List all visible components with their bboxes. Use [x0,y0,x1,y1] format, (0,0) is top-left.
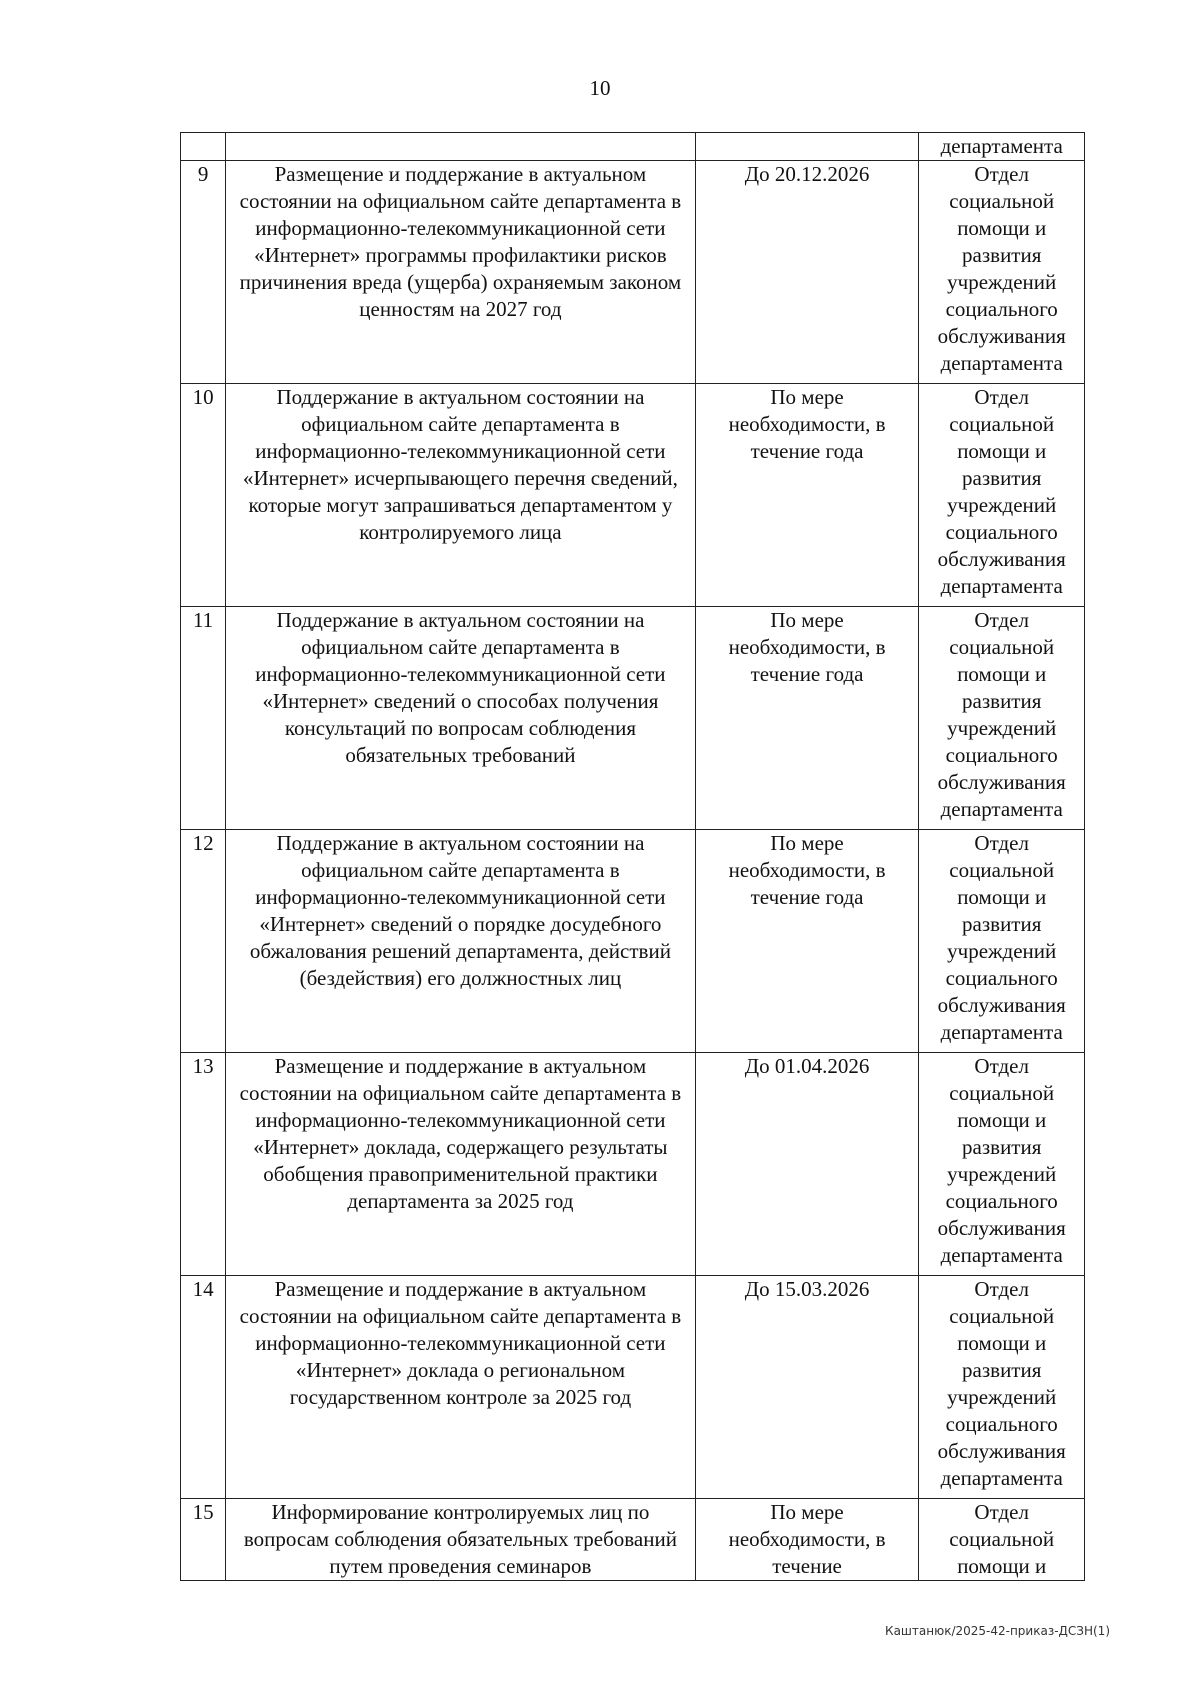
cell-responsible: Отдел социальной помощи и развития учреждений социального обслуживания департамента [919,830,1085,1053]
cell-responsible: Отдел социальной помощи и развития учреждений социального обслуживания департамента [919,1276,1085,1499]
cell-action: Размещение и поддержание в актуальном состоянии на официальном сайте департамента в информационно-телекоммуникационной сети «Интернет» доклада, содержащего результаты обобщения правоприменительной практики департамента за 2025 год [226,1053,696,1276]
cell-number [181,133,226,161]
cell-deadline: По мере необходимости, в течение года [695,384,919,607]
page-number: 10 [589,76,611,100]
cell-number: 13 [181,1053,226,1276]
table-row [181,1053,1085,1276]
table-row [181,161,1085,384]
measures-table [180,132,1085,1581]
cell-action [226,133,696,161]
cell-responsible: Отдел социальной помощи и развития учреждений социального обслуживания департамента [919,161,1085,384]
cell-responsible: Отдел социальной помощи и развития учреждений социального обслуживания департамента [919,1053,1085,1276]
cell-deadline: По мере необходимости, в течение года [695,830,919,1053]
cell-action: Размещение и поддержание в актуальном состоянии на официальном сайте департамента в информационно-телекоммуникационной сети «Интернет» доклада о региональном государственном контроле за 2025 год [226,1276,696,1499]
document-reference: Каштанюк/2025-42-приказ-ДСЗН(1) [885,1624,1110,1638]
cell-responsible: Отдел социальной помощи и [919,1499,1085,1581]
cell-action: Поддержание в актуальном состоянии на официальном сайте департамента в информационно-телекоммуникационной сети «Интернет» сведений о порядке досудебного обжалования решений департамента, действий (бездействия) его должностных лиц [226,830,696,1053]
cell-deadline: По мере необходимости, в течение [695,1499,919,1581]
cell-deadline [695,133,919,161]
cell-number: 14 [181,1276,226,1499]
cell-number: 10 [181,384,226,607]
cell-action: Поддержание в актуальном состоянии на официальном сайте департамента в информационно-телекоммуникационной сети «Интернет» сведений о способах получения консультаций по вопросам соблюдения обязательных требований [226,607,696,830]
table-row [181,830,1085,1053]
cell-responsible: Отдел социальной помощи и развития учреждений социального обслуживания департамента [919,384,1085,607]
cell-deadline: По мере необходимости, в течение года [695,607,919,830]
cell-deadline: До 15.03.2026 [695,1276,919,1499]
cell-number: 11 [181,607,226,830]
table-row [181,384,1085,607]
cell-deadline: До 01.04.2026 [695,1053,919,1276]
cell-action: Информирование контролируемых лиц по вопросам соблюдения обязательных требований путем проведения семинаров [226,1499,696,1581]
cell-action: Размещение и поддержание в актуальном состоянии на официальном сайте департамента в информационно-телекоммуникационной сети «Интернет» программы профилактики рисков причинения вреда (ущерба) охраняемым законом ценностям на 2027 год [226,161,696,384]
cell-action: Поддержание в актуальном состоянии на официальном сайте департамента в информационно-телекоммуникационной сети «Интернет» исчерпывающего перечня сведений, которые могут запрашиваться департаментом у контролируемого лица [226,384,696,607]
cell-number: 12 [181,830,226,1053]
cell-responsible: Отдел социальной помощи и развития учреждений социального обслуживания департамента [919,607,1085,830]
cell-responsible: департамента [919,133,1085,161]
table-row [181,1276,1085,1499]
table-row-continuation [181,133,1085,161]
cell-number: 15 [181,1499,226,1581]
cell-number: 9 [181,161,226,384]
cell-deadline: До 20.12.2026 [695,161,919,384]
table-row [181,607,1085,830]
table-row [181,1499,1085,1581]
